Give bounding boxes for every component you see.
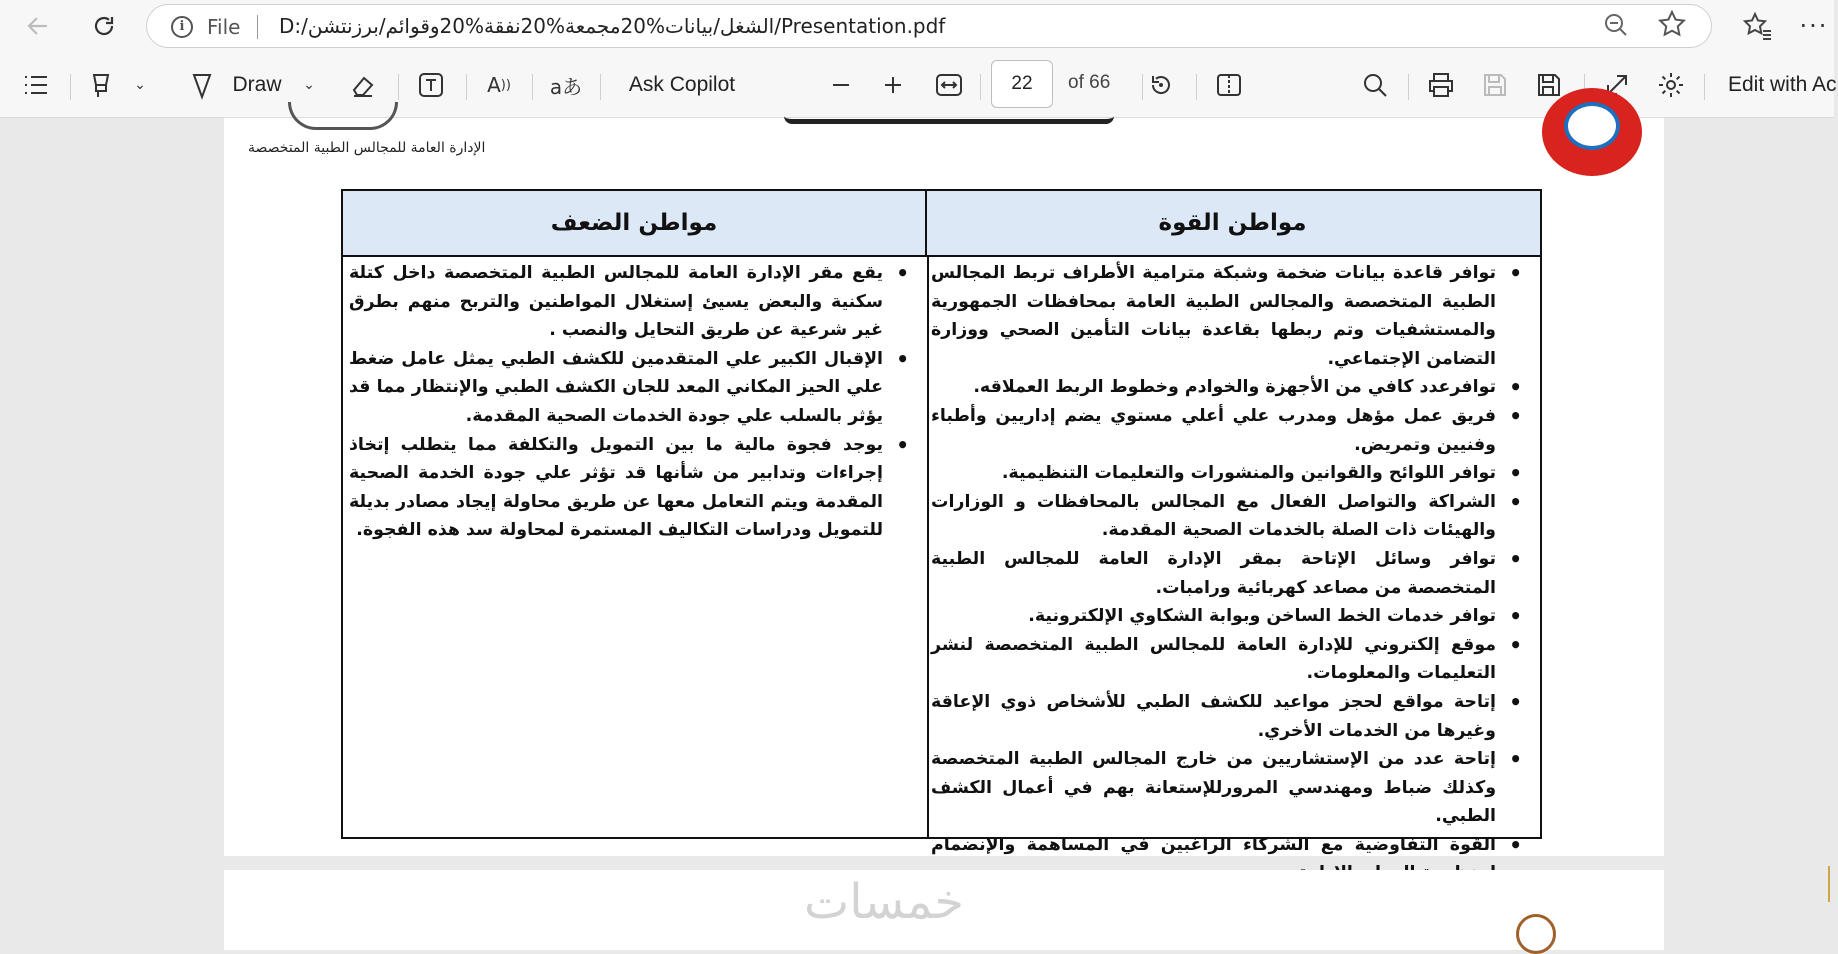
- toolbar-separator: [1704, 74, 1705, 100]
- favorites-icon[interactable]: [1738, 6, 1778, 46]
- rotate-icon[interactable]: [1142, 66, 1180, 104]
- url-text[interactable]: D:/الشغل/بيانات%20مجمعة%20نفقة%20وقوائم/برزنتشن/Presentation.pdf: [279, 14, 946, 38]
- toolbar-separator: [600, 74, 601, 100]
- save-icon[interactable]: [1476, 66, 1514, 104]
- draw-button[interactable]: Draw: [232, 73, 282, 96]
- page-number-input[interactable]: 22: [991, 60, 1053, 108]
- eraser-icon[interactable]: [346, 66, 380, 104]
- strength-item: • توافر اللوائح والقوانين والمنشورات والتعليمات التنظيمية.: [931, 459, 1530, 488]
- strength-item: • موقع إلكتروني للإدارة العامة للمجالس الطبية المتخصصة لنشر التعليمات والمعلومات.: [931, 631, 1530, 688]
- strength-item: • توافرعدد كافي من الأجهزة والخوادم وخطوط الربط العملاقه.: [931, 373, 1530, 402]
- edit-with-acrobat-button[interactable]: Edit with Ac: [1728, 73, 1837, 96]
- more-icon[interactable]: ···: [1799, 12, 1829, 40]
- scrollbar[interactable]: [1828, 866, 1834, 902]
- toolbar-separator: [1196, 74, 1197, 100]
- star-icon[interactable]: [1657, 9, 1687, 46]
- ministry-logo: [1542, 88, 1642, 176]
- toolbar-separator: [466, 74, 467, 100]
- chevron-down-icon[interactable]: ⌄: [303, 77, 315, 93]
- strength-item: • فريق عمل مؤهل ومدرب علي أعلي مستوي يضم إداريين وأطباء وفنيين وتمريض.: [931, 402, 1530, 459]
- chevron-down-icon[interactable]: ⌄: [134, 77, 146, 93]
- strength-item: • توافر قاعدة بيانات ضخمة وشبكة مترامية الأطراف تربط المجالس الطبية المتخصصة والمجالس الطبية العامة بمحافظات الجمهورية والمستشفيات وتم ربطها بقاعدة بيانات التأمين الصحي ووزارة التضامن الإجتماعي.: [931, 259, 1530, 373]
- toolbar-separator: [980, 74, 981, 100]
- zoom-in-button-icon[interactable]: [876, 66, 910, 104]
- page-view-icon[interactable]: [1210, 66, 1248, 104]
- strength-item: • إتاحة عدد من الإستشاريين من خارج المجالس الطبية المتخصصة وكذلك ضباط ومهندسي المرورللإستعانة بهم في أعمال الكشف الطبي.: [931, 745, 1530, 831]
- weaknesses-header: مواطن الضعف: [343, 191, 927, 257]
- contents-icon[interactable]: [18, 66, 54, 104]
- text-box-icon[interactable]: [414, 66, 448, 104]
- left-logo-graphic: [288, 102, 398, 130]
- strength-item: • إتاحة مواقع لحجز مواعيد للكشف الطبي للأشخاص ذوي الإعاقة وغيرها من الخدمات الأخري.: [931, 688, 1530, 745]
- address-bar-row: [0, 0, 1834, 52]
- swot-table: [341, 189, 1542, 855]
- zoom-out-button-icon[interactable]: [824, 66, 858, 104]
- translate-icon[interactable]: aあ: [549, 74, 583, 99]
- highlight-icon[interactable]: [84, 66, 118, 104]
- ask-copilot-button[interactable]: Ask Copilot: [628, 73, 736, 96]
- search-icon[interactable]: [1356, 66, 1394, 104]
- pdf-page: [224, 118, 1664, 856]
- zoom-out-icon[interactable]: [1603, 12, 1629, 44]
- strengths-header: مواطن القوة: [925, 191, 1540, 257]
- eagle-emblem-logo: [1516, 914, 1556, 954]
- toolbar-separator: [532, 74, 533, 100]
- weakness-item: • يوجد فجوة مالية ما بين التمويل والتكلفة مما يتطلب إتخاذ إجراءات وتدابير من شأنها قد تؤثر علي جودة الخدمة الصحية المقدمة ويتم التعامل معها عن طريق محاولة إيجاد مصادر بديلة للتمويل ودراسات التكاليف المستمرة لمحاولة سد هذه الفجوة.: [349, 431, 917, 545]
- watermark-text: خمسات: [804, 874, 965, 930]
- address-bar[interactable]: [146, 4, 1712, 48]
- toolbar-separator: [70, 74, 71, 100]
- fit-width-icon[interactable]: [930, 66, 968, 104]
- left-logo-caption: الإدارة العامة للمجالس الطبية المتخصصة: [248, 140, 486, 156]
- weakness-item: • الإقبال الكبير علي المتقدمين للكشف الطبي يمثل عامل ضغط علي الحيز المكاني المعد للجان الكشف الطبي والإنتظار مما قد يؤثر بالسلب علي جودة الخدمات الصحية المقدمة.: [349, 345, 917, 431]
- refresh-icon[interactable]: [84, 6, 124, 46]
- strength-item: • القوة التفاوضية مع الشركاء الراغبين في المساهمة والإنضمام: [931, 831, 1530, 888]
- pdf-next-page: [224, 870, 1664, 950]
- print-icon[interactable]: [1422, 66, 1460, 104]
- page-total-label: of 66: [1068, 72, 1111, 93]
- weakness-item: • يقع مقر الإدارة العامة للمجالس الطبية المتخصصة داخل كتلة سكنية والبعض يسيئ إستغلال المواطنين والتربح منهم بطرق غير شرعية عن طريق التحايل والنصب .: [349, 259, 917, 345]
- page-title-fragment: [784, 104, 1114, 124]
- back-arrow-icon[interactable]: [18, 6, 58, 46]
- toolbar-separator: [398, 74, 399, 100]
- strengths-column: [925, 257, 1540, 888]
- strength-item: • الشراكة والتواصل الفعال مع المجالس بالمحافظات و الوزارات والهيئات ذات الصلة بالخدمات الصحية المقدمة.: [931, 488, 1530, 545]
- strength-item: • توافر خدمات الخط الساخن وبوابة الشكاوي الإلكترونية.: [931, 602, 1530, 631]
- site-info-label: File: [207, 15, 241, 39]
- toolbar-separator: [1408, 74, 1409, 100]
- strength-item: • توافر وسائل الإتاحة بمقر الإدارة العامة للمجالس الطبية المتخصصة من مصاعد كهربائية ورامبات.: [931, 545, 1530, 602]
- draw-pen-icon[interactable]: [186, 66, 220, 104]
- settings-gear-icon[interactable]: [1652, 66, 1690, 104]
- site-info-icon[interactable]: i: [171, 16, 193, 38]
- read-aloud-icon[interactable]: A )): [487, 73, 511, 97]
- weaknesses-column: [343, 257, 927, 545]
- address-separator: [257, 15, 258, 39]
